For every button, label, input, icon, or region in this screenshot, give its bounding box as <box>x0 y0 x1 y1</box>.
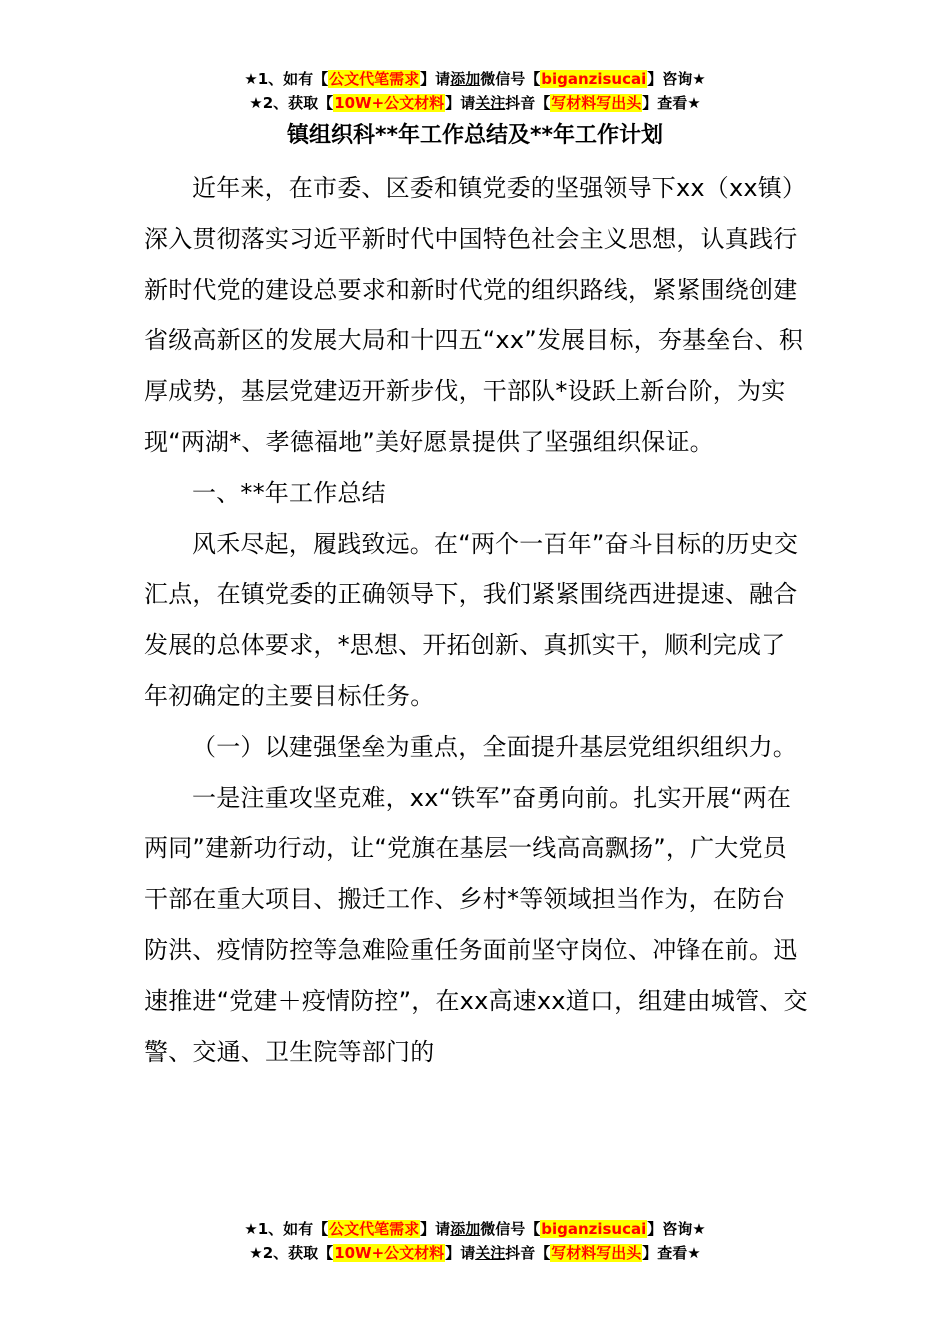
promo-text: 抖音【 <box>505 1244 551 1262</box>
promo-text: 】查看★ <box>642 94 701 112</box>
promo-highlight: 写材料写出头 <box>551 94 642 112</box>
promo-highlight: 10W+公文材料 <box>334 94 445 112</box>
document-title: 镇组织科**年工作总结及**年工作计划 <box>286 123 664 148</box>
promo-text: 】请 <box>445 94 476 112</box>
promo-text: ★1、如有【 <box>244 70 329 88</box>
promo-text: 】请 <box>445 1244 476 1262</box>
promo-text: 】查看★ <box>642 1244 701 1262</box>
document-body <box>144 163 809 1077</box>
promo-underlined: 添加 <box>450 1220 481 1238</box>
promo-line-1 <box>0 67 950 91</box>
paragraph: 一是注重攻坚克难，xx“铁军”奋勇向前。扎实开展“两在两同”建新功行动，让“党旗在基层一线高高飘扬”，广大党员干部在重大项目、搬迁工作、乡村*等领域担当作为，在防台防洪、疫情防控等急难险重任务面前坚守岗位、冲锋在前。迅速推进“党建＋疫情防控”，在xx高速xx道口，组建由城管、交警、交通、卫生院等部门的 <box>144 783 808 1066</box>
promo-underlined: 关注 <box>475 1244 506 1262</box>
promo-line-1 <box>0 1217 950 1241</box>
promo-text: 微信号【 <box>480 1220 541 1238</box>
paragraph: 近年来，在市委、区委和镇党委的坚强领导下xx（xx镇）深入贯彻落实习近平新时代中国特色社会主义思想，认真践行新时代党的建设总要求和新时代党的组织路线，紧紧围绕创建省级高新区的发展大局和十四五“xx”发展目标，夯基垒台、积厚成势，基层党建迈开新步伐，干部队*设跃上新台阶，为实现“两湖*、孝德福地”美好愿景提供了坚强组织保证。 <box>144 174 807 456</box>
promo-underlined: 添加 <box>450 70 481 88</box>
promo-line-2 <box>0 91 950 115</box>
promo-highlight: 公文代笔需求 <box>329 70 420 88</box>
promo-highlight: 写材料写出头 <box>551 1244 642 1262</box>
promo-highlight: 公文代笔需求 <box>329 1220 420 1238</box>
paragraph: 风禾尽起，履践致远。在“两个一百年”奋斗目标的历史交汇点，在镇党委的正确领导下，我们紧紧围绕西进提速、融合发展的总体要求，*思想、开拓创新、真抓实干，顺利完成了年初确定的主要目标任务。 <box>144 529 799 710</box>
promo-text: ★2、获取【 <box>249 1244 334 1262</box>
subsection-heading: （一）以建强堡垒为重点，全面提升基层党组织组织力。 <box>192 732 797 761</box>
promo-text: 】咨询★ <box>647 1220 706 1238</box>
promo-text: 微信号【 <box>480 70 541 88</box>
promo-text: 】请 <box>420 1220 451 1238</box>
promo-text: 】请 <box>420 70 451 88</box>
section-heading: 一、**年工作总结 <box>192 478 386 507</box>
promo-banner-bottom <box>0 1217 950 1265</box>
promo-highlight: biganzisucai <box>541 1220 647 1238</box>
promo-highlight: biganzisucai <box>541 70 647 88</box>
promo-text: ★2、获取【 <box>249 94 334 112</box>
promo-text: 抖音【 <box>505 94 551 112</box>
promo-line-2 <box>0 1241 950 1265</box>
promo-highlight: 10W+公文材料 <box>334 1244 445 1262</box>
promo-banner-top <box>0 67 950 115</box>
promo-text: 】咨询★ <box>647 70 706 88</box>
promo-text: ★1、如有【 <box>244 1220 329 1238</box>
promo-underlined: 关注 <box>475 94 506 112</box>
